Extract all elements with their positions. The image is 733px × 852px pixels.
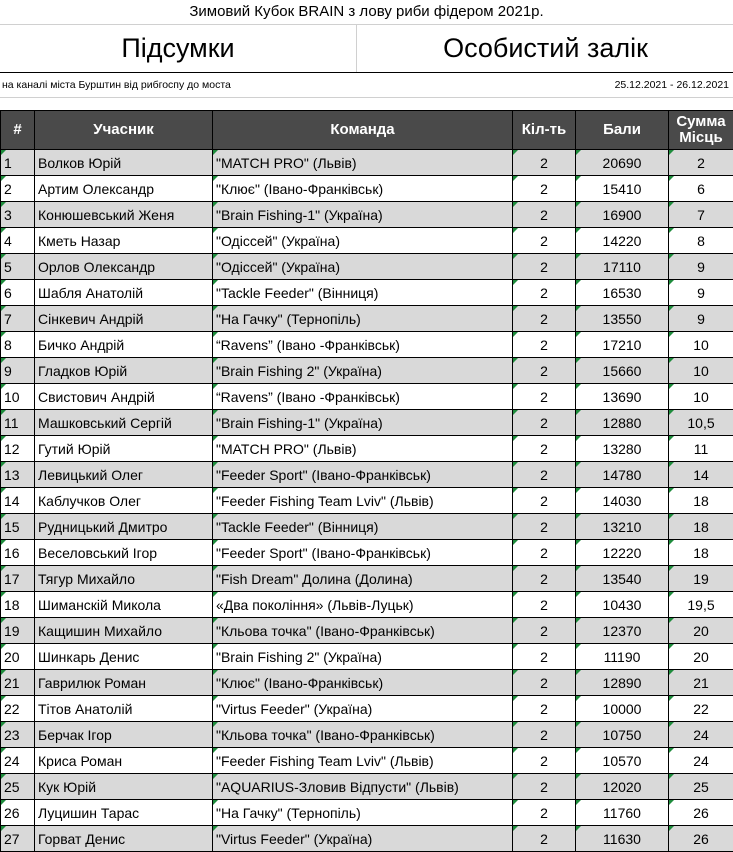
team-cell[interactable]: "Brain Fishing 2" (Україна) xyxy=(213,644,513,670)
table-header-row xyxy=(1,111,733,150)
table-row xyxy=(1,774,733,800)
count-cell[interactable]: 2 xyxy=(513,228,576,254)
participant-cell[interactable]: Кук Юрій xyxy=(35,774,213,800)
table-row xyxy=(1,722,733,748)
points-cell[interactable]: 14030 xyxy=(576,488,669,514)
place-sum-cell[interactable]: 24 xyxy=(669,748,733,774)
count-cell[interactable]: 2 xyxy=(513,644,576,670)
place-sum-cell[interactable]: 8 xyxy=(669,228,733,254)
count-cell[interactable]: 2 xyxy=(513,462,576,488)
row-number-cell[interactable]: 27 xyxy=(1,826,35,852)
team-cell[interactable]: "MATCH PRO" (Львів) xyxy=(213,150,513,176)
participant-cell[interactable]: Гутий Юрій xyxy=(35,436,213,462)
points-cell[interactable]: 10430 xyxy=(576,592,669,618)
points-cell[interactable]: 16900 xyxy=(576,202,669,228)
participant-cell[interactable]: Криса Роман xyxy=(35,748,213,774)
participant-cell[interactable]: Гладков Юрій xyxy=(35,358,213,384)
place-sum-cell[interactable]: 9 xyxy=(669,306,733,332)
points-cell[interactable]: 16530 xyxy=(576,280,669,306)
team-cell[interactable]: "Feeder Sport" (Івано-Франківськ) xyxy=(213,540,513,566)
team-cell[interactable]: "Tackle Feeder" (Вінниця) xyxy=(213,280,513,306)
place-sum-cell[interactable]: 19,5 xyxy=(669,592,733,618)
row-number-cell[interactable]: 5 xyxy=(1,254,35,280)
team-cell[interactable]: "Brain Fishing 2" (Україна) xyxy=(213,358,513,384)
place-sum-cell[interactable]: 2 xyxy=(669,150,733,176)
individual-standings-heading: Особистий залік xyxy=(356,24,733,72)
row-number-cell[interactable]: 14 xyxy=(1,488,35,514)
team-cell[interactable]: "Кльова точка" (Івано-Франківськ) xyxy=(213,722,513,748)
count-cell[interactable]: 2 xyxy=(513,826,576,852)
points-cell[interactable]: 11760 xyxy=(576,800,669,826)
participant-cell[interactable]: Горват Денис xyxy=(35,826,213,852)
points-cell[interactable]: 17110 xyxy=(576,254,669,280)
place-sum-cell[interactable]: 21 xyxy=(669,670,733,696)
sub-header xyxy=(0,73,733,98)
table-row xyxy=(1,748,733,774)
row-number-cell[interactable]: 22 xyxy=(1,696,35,722)
points-cell[interactable]: 14220 xyxy=(576,228,669,254)
venue-text: на каналі міста Бурштин від рибгоспу до моста xyxy=(2,79,231,91)
place-sum-cell[interactable]: 26 xyxy=(669,826,733,852)
col-header-place-sum[interactable] xyxy=(669,111,733,150)
count-cell[interactable]: 2 xyxy=(513,150,576,176)
place-sum-cell[interactable]: 22 xyxy=(669,696,733,722)
table-row xyxy=(1,280,733,306)
points-cell[interactable]: 10570 xyxy=(576,748,669,774)
points-cell[interactable]: 12370 xyxy=(576,618,669,644)
table-row xyxy=(1,176,733,202)
count-cell[interactable]: 2 xyxy=(513,592,576,618)
participant-cell[interactable]: Орлов Олександр xyxy=(35,254,213,280)
row-number-cell[interactable]: 18 xyxy=(1,592,35,618)
team-cell[interactable]: "Virtus Feeder" (Україна) xyxy=(213,696,513,722)
count-cell[interactable]: 2 xyxy=(513,254,576,280)
team-cell[interactable]: "Feeder Fishing Team Lviv" (Львів) xyxy=(213,488,513,514)
participant-cell[interactable]: Машковський Сергій xyxy=(35,410,213,436)
participant-cell[interactable]: Волков Юрій xyxy=(35,150,213,176)
team-cell[interactable]: "Feeder Sport" (Івано-Франківськ) xyxy=(213,462,513,488)
participant-cell[interactable]: Тітов Анатолій xyxy=(35,696,213,722)
row-number-cell[interactable]: 11 xyxy=(1,410,35,436)
count-cell[interactable]: 2 xyxy=(513,358,576,384)
table-row xyxy=(1,644,733,670)
table-row xyxy=(1,618,733,644)
participant-cell[interactable]: Берчак Ігор xyxy=(35,722,213,748)
table-row xyxy=(1,202,733,228)
participant-cell[interactable]: Конюшевський Женя xyxy=(35,202,213,228)
points-cell[interactable]: 14780 xyxy=(576,462,669,488)
points-cell[interactable]: 13690 xyxy=(576,384,669,410)
place-sum-label: Сумма Місць xyxy=(676,113,726,146)
row-number-cell[interactable]: 2 xyxy=(1,176,35,202)
team-cell[interactable]: "Одіссей" (Україна) xyxy=(213,254,513,280)
participant-cell[interactable]: Бичко Андрій xyxy=(35,332,213,358)
points-cell[interactable]: 13540 xyxy=(576,566,669,592)
participant-cell[interactable]: Веселовський Ігор xyxy=(35,540,213,566)
row-number-cell[interactable]: 16 xyxy=(1,540,35,566)
table-row xyxy=(1,826,733,852)
participant-cell[interactable]: Шабля Анатолій xyxy=(35,280,213,306)
team-cell[interactable]: «Два покоління» (Львів-Луцьк) xyxy=(213,592,513,618)
results-table xyxy=(0,110,733,852)
place-sum-cell[interactable]: 20 xyxy=(669,644,733,670)
table-row xyxy=(1,254,733,280)
row-number-cell[interactable]: 17 xyxy=(1,566,35,592)
table-row xyxy=(1,332,733,358)
row-number-cell[interactable]: 19 xyxy=(1,618,35,644)
count-cell[interactable]: 2 xyxy=(513,332,576,358)
points-cell[interactable]: 12890 xyxy=(576,670,669,696)
row-number-cell[interactable]: 10 xyxy=(1,384,35,410)
participant-cell[interactable]: Каблучков Олег xyxy=(35,488,213,514)
row-number-cell[interactable]: 20 xyxy=(1,644,35,670)
table-row xyxy=(1,488,733,514)
count-cell[interactable]: 2 xyxy=(513,540,576,566)
points-cell[interactable]: 11190 xyxy=(576,644,669,670)
place-sum-cell[interactable]: 9 xyxy=(669,254,733,280)
place-sum-cell[interactable]: 26 xyxy=(669,800,733,826)
spacer-row xyxy=(0,98,733,110)
col-header-number[interactable]: # xyxy=(1,111,35,150)
team-cell[interactable]: “Ravens” (Івано -Франківськ) xyxy=(213,384,513,410)
table-row xyxy=(1,150,733,176)
table-row xyxy=(1,800,733,826)
table-row xyxy=(1,566,733,592)
col-header-count[interactable]: Кіл-ть xyxy=(513,111,576,150)
count-cell[interactable]: 2 xyxy=(513,488,576,514)
place-sum-cell[interactable]: 24 xyxy=(669,722,733,748)
team-cell[interactable]: "Fish Dream" Долина (Долина) xyxy=(213,566,513,592)
place-sum-cell[interactable]: 9 xyxy=(669,280,733,306)
team-cell[interactable]: "Одіссей" (Україна) xyxy=(213,228,513,254)
table-row xyxy=(1,410,733,436)
participant-cell[interactable]: Шиманскій Микола xyxy=(35,592,213,618)
participant-cell[interactable]: Левицький Олег xyxy=(35,462,213,488)
count-cell[interactable]: 2 xyxy=(513,384,576,410)
points-cell[interactable]: 12020 xyxy=(576,774,669,800)
points-cell[interactable]: 13210 xyxy=(576,514,669,540)
row-number-cell[interactable]: 7 xyxy=(1,306,35,332)
table-row xyxy=(1,540,733,566)
row-number-cell[interactable]: 21 xyxy=(1,670,35,696)
table-row xyxy=(1,670,733,696)
team-cell[interactable]: "Virtus Feeder" (Україна) xyxy=(213,826,513,852)
table-row xyxy=(1,358,733,384)
table-row xyxy=(1,462,733,488)
row-number-cell[interactable]: 8 xyxy=(1,332,35,358)
team-cell[interactable]: "Brain Fishing-1" (Україна) xyxy=(213,202,513,228)
place-sum-cell[interactable]: 6 xyxy=(669,176,733,202)
table-row xyxy=(1,592,733,618)
participant-cell[interactable]: Шинкарь Денис xyxy=(35,644,213,670)
participant-cell[interactable]: Тягур Михайло xyxy=(35,566,213,592)
participant-cell[interactable]: Сінкевич Андрій xyxy=(35,306,213,332)
participant-cell[interactable]: Артим Олександр xyxy=(35,176,213,202)
participant-cell[interactable]: Кметь Назар xyxy=(35,228,213,254)
row-number-cell[interactable]: 12 xyxy=(1,436,35,462)
count-cell[interactable]: 2 xyxy=(513,566,576,592)
count-cell[interactable]: 2 xyxy=(513,670,576,696)
team-cell[interactable]: "AQUARIUS-Зловив Відпусти" (Львів) xyxy=(213,774,513,800)
place-sum-cell[interactable]: 7 xyxy=(669,202,733,228)
row-number-cell[interactable]: 25 xyxy=(1,774,35,800)
row-number-cell[interactable]: 26 xyxy=(1,800,35,826)
row-number-cell[interactable]: 6 xyxy=(1,280,35,306)
points-cell[interactable]: 13550 xyxy=(576,306,669,332)
count-cell[interactable]: 2 xyxy=(513,800,576,826)
place-sum-cell[interactable]: 25 xyxy=(669,774,733,800)
points-cell[interactable]: 12220 xyxy=(576,540,669,566)
table-row xyxy=(1,306,733,332)
place-sum-cell[interactable]: 18 xyxy=(669,514,733,540)
team-cell[interactable]: "Кльова точка" (Івано-Франківськ) xyxy=(213,618,513,644)
col-header-participant[interactable]: Учасник xyxy=(35,111,213,150)
row-number-cell[interactable]: 13 xyxy=(1,462,35,488)
participant-cell[interactable]: Свистович Андрій xyxy=(35,384,213,410)
team-cell[interactable]: "MATCH PRO" (Львів) xyxy=(213,436,513,462)
count-cell[interactable]: 2 xyxy=(513,774,576,800)
place-sum-cell[interactable]: 18 xyxy=(669,488,733,514)
team-cell[interactable]: “Ravens” (Івано -Франківськ) xyxy=(213,332,513,358)
row-number-cell[interactable]: 24 xyxy=(1,748,35,774)
points-cell[interactable]: 15410 xyxy=(576,176,669,202)
place-sum-cell[interactable]: 10,5 xyxy=(669,410,733,436)
team-cell[interactable]: "Brain Fishing-1" (Україна) xyxy=(213,410,513,436)
table-row xyxy=(1,696,733,722)
participant-cell[interactable]: Рудницький Дмитро xyxy=(35,514,213,540)
place-sum-cell[interactable]: 14 xyxy=(669,462,733,488)
count-cell[interactable]: 2 xyxy=(513,280,576,306)
points-cell[interactable]: 11630 xyxy=(576,826,669,852)
row-number-cell[interactable]: 3 xyxy=(1,202,35,228)
header-band xyxy=(0,24,733,73)
count-cell[interactable]: 2 xyxy=(513,176,576,202)
team-cell[interactable]: "Клює" (Івано-Франківськ) xyxy=(213,176,513,202)
points-cell[interactable]: 12880 xyxy=(576,410,669,436)
count-cell[interactable]: 2 xyxy=(513,514,576,540)
table-row xyxy=(1,514,733,540)
points-cell[interactable]: 15660 xyxy=(576,358,669,384)
place-sum-cell[interactable]: 10 xyxy=(669,384,733,410)
place-sum-cell[interactable]: 19 xyxy=(669,566,733,592)
place-sum-cell[interactable]: 20 xyxy=(669,618,733,644)
team-cell[interactable]: "Клює" (Івано-Франківськ) xyxy=(213,670,513,696)
place-sum-cell[interactable]: 11 xyxy=(669,436,733,462)
points-cell[interactable]: 10750 xyxy=(576,722,669,748)
row-number-cell[interactable]: 1 xyxy=(1,150,35,176)
col-header-team[interactable]: Команда xyxy=(213,111,513,150)
col-header-points[interactable]: Бали xyxy=(576,111,669,150)
table-row xyxy=(1,436,733,462)
participant-cell[interactable]: Гаврилюк Роман xyxy=(35,670,213,696)
team-cell[interactable]: "На Гачку" (Тернопіль) xyxy=(213,306,513,332)
table-row xyxy=(1,384,733,410)
place-sum-cell[interactable]: 10 xyxy=(669,358,733,384)
place-sum-cell[interactable]: 10 xyxy=(669,332,733,358)
participant-cell[interactable]: Кащишин Михайло xyxy=(35,618,213,644)
count-cell[interactable]: 2 xyxy=(513,202,576,228)
count-cell[interactable]: 2 xyxy=(513,436,576,462)
count-cell[interactable]: 2 xyxy=(513,748,576,774)
row-number-cell[interactable]: 4 xyxy=(1,228,35,254)
row-number-cell[interactable]: 23 xyxy=(1,722,35,748)
team-cell[interactable]: "Tackle Feeder" (Вінниця) xyxy=(213,514,513,540)
count-cell[interactable]: 2 xyxy=(513,410,576,436)
place-sum-cell[interactable]: 18 xyxy=(669,540,733,566)
points-cell[interactable]: 20690 xyxy=(576,150,669,176)
count-cell[interactable]: 2 xyxy=(513,696,576,722)
date-range: 25.12.2021 - 26.12.2021 xyxy=(614,79,729,91)
sheet-title: Зимовий Кубок BRAIN з лову риби фідером 2021р. xyxy=(0,0,733,25)
count-cell[interactable]: 2 xyxy=(513,722,576,748)
points-cell[interactable]: 10000 xyxy=(576,696,669,722)
row-number-cell[interactable]: 9 xyxy=(1,358,35,384)
count-cell[interactable]: 2 xyxy=(513,306,576,332)
summary-heading: Підсумки xyxy=(121,33,235,63)
team-cell[interactable]: "На Гачку" (Тернопіль) xyxy=(213,800,513,826)
table-row xyxy=(1,228,733,254)
team-cell[interactable]: "Feeder Fishing Team Lviv" (Львів) xyxy=(213,748,513,774)
participant-cell[interactable]: Луцишин Тарас xyxy=(35,800,213,826)
count-cell[interactable]: 2 xyxy=(513,618,576,644)
points-cell[interactable]: 17210 xyxy=(576,332,669,358)
row-number-cell[interactable]: 15 xyxy=(1,514,35,540)
points-cell[interactable]: 13280 xyxy=(576,436,669,462)
